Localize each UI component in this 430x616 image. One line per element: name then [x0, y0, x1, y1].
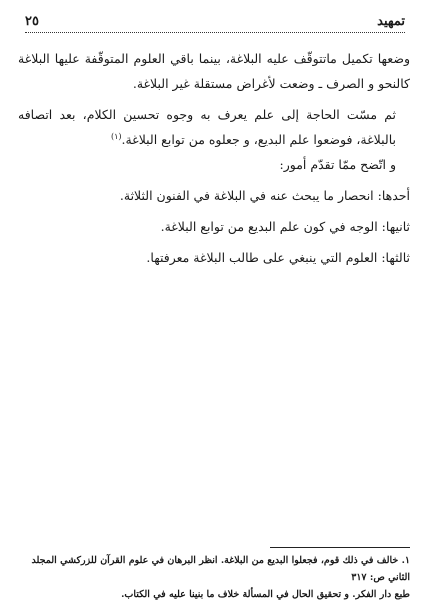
running-title: تمهيد [377, 14, 405, 29]
paragraph-3: و اتّضح ممّا تقدّم أمور: [279, 157, 396, 172]
footnote-reference: (١) [110, 131, 122, 141]
footnote-divider [270, 547, 410, 548]
body-text [18, 46, 410, 270]
paragraph-2 [18, 102, 410, 152]
list-item-1: أحدها: انحصار ما يبحث عنه في البلاغة في الفنون الثلاثة. [119, 188, 410, 203]
paragraph-1: وضعها تكميل ماتتوقّف عليه البلاغة، بينما باقي العلوم المتوقّفة عليها البلاغة كالنحو و الصرف ـ وضعت لأغراض مستقلة غير البلاغة. [18, 51, 410, 91]
footnote-line-1: ١. خالف في ذلك قوم، فجعلوا البديع من البلاغة. انظر البرهان في علوم القرآن للزركشي المجلد الثاني ص: ٣١٧ [31, 555, 410, 583]
footnote-line-2: طبع دار الفكر. و تحقيق الحال في المسألة خلاف ما بنينا عليه في الكتاب. [121, 589, 410, 600]
list-item-3: ثالثها: العلوم التي ينبغي على طالب البلاغة معرفتها. [146, 250, 410, 265]
footnotes [16, 552, 410, 603]
page-number: ٢٥ [25, 14, 39, 29]
page-header [25, 10, 405, 33]
list-item-2: ثانيها: الوجه في كون علم البديع من توابع البلاغة. [160, 219, 410, 234]
paragraph-2-text: ثم مسّت الحاجة إلى علم يعرف به وجوه تحسين الكلام، بعد اتصافه بالبلاغة، فوضعوا علم البديع، و جعلوه من توابع البلاغة. [18, 107, 396, 147]
